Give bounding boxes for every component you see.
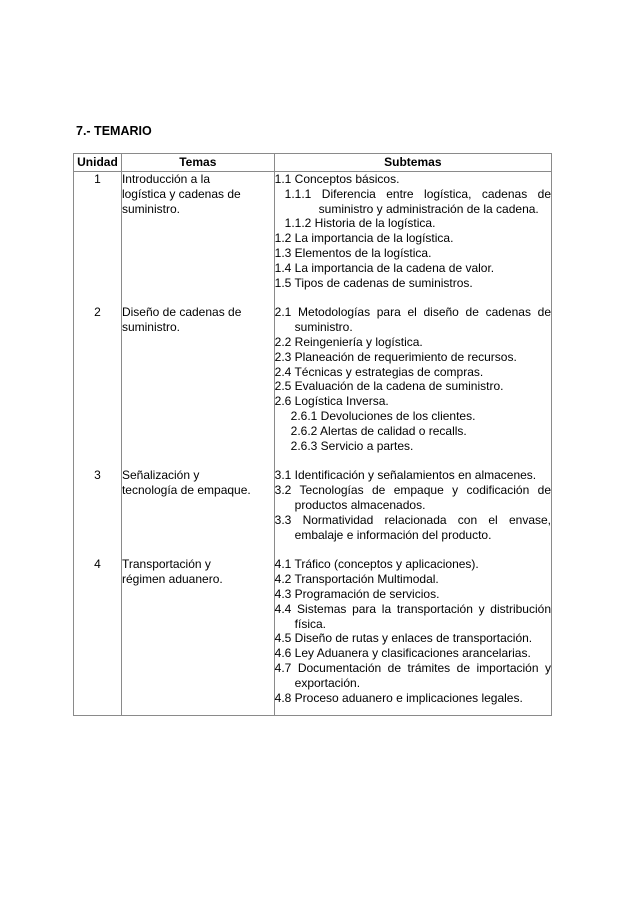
subtema-item: 2.6.3 Servicio a partes. xyxy=(290,438,414,453)
tema-line: Diseño de cadenas de xyxy=(121,305,242,320)
header-temas: Temas xyxy=(121,154,274,172)
subtema-item: 1.1.1 Diferencia entre logística, cadenas de suministro y administración de la cadena. xyxy=(284,186,551,216)
subtema-item: 4.7 Documentación de trámites de importación y exportación. xyxy=(274,660,551,690)
unit-tema xyxy=(121,468,274,557)
unit-tema xyxy=(121,557,274,715)
subtema-item: 1.2 La importancia de la logística. xyxy=(274,231,454,246)
subtema-item: 2.6 Logística Inversa. xyxy=(274,394,389,409)
temario-table xyxy=(73,153,552,716)
table-row xyxy=(74,468,552,557)
tema-line: suministro. xyxy=(121,320,180,335)
subtema-item: 2.4 Técnicas y estrategias de compras. xyxy=(274,364,484,379)
unit-number: 2 xyxy=(74,305,122,468)
tema-line: suministro. xyxy=(121,201,180,216)
unit-number: 3 xyxy=(74,468,122,557)
subtema-item: 4.8 Proceso aduanero e implicaciones legales. xyxy=(274,690,523,705)
table-row xyxy=(74,172,552,306)
header-unidad: Unidad xyxy=(74,154,122,172)
unit-tema xyxy=(121,305,274,468)
subtema-item: 4.6 Ley Aduanera y clasificaciones arancelarias. xyxy=(274,646,531,661)
unit-subtemas xyxy=(274,172,551,306)
table-row xyxy=(74,557,552,715)
unit-number: 4 xyxy=(74,557,122,715)
subtema-item: 1.5 Tipos de cadenas de suministros. xyxy=(274,275,473,290)
tema-line: Señalización y xyxy=(121,468,200,483)
subtema-item: 4.4 Sistemas para la transportación y distribución física. xyxy=(274,601,551,631)
table-body xyxy=(74,172,552,716)
subtema-item: 4.3 Programación de servicios. xyxy=(274,586,440,601)
subtema-item: 2.6.1 Devoluciones de los clientes. xyxy=(290,408,476,423)
subtema-item: 2.6.2 Alertas de calidad o recalls. xyxy=(290,423,467,438)
subtema-item: 4.2 Transportación Multimodal. xyxy=(274,572,439,587)
header-row xyxy=(74,154,552,172)
subtema-item: 4.5 Diseño de rutas y enlaces de transportación. xyxy=(274,631,533,646)
table-row xyxy=(74,305,552,468)
unit-subtemas xyxy=(274,468,551,557)
page-title: 7.- TEMARIO xyxy=(76,124,152,138)
subtema-item: 2.3 Planeación de requerimiento de recursos. xyxy=(274,349,517,364)
subtema-item: 1.4 La importancia de la cadena de valor. xyxy=(274,260,495,275)
subtema-item: 3.3 Normatividad relacionada con el envase, embalaje e información del producto. xyxy=(274,512,551,542)
subtema-item: 3.1 Identificación y señalamientos en almacenes. xyxy=(274,468,537,483)
subtema-item: 1.1 Conceptos básicos. xyxy=(274,172,400,186)
unit-subtemas xyxy=(274,557,551,715)
unit-number: 1 xyxy=(74,172,122,306)
subtema-item: 1.3 Elementos de la logística. xyxy=(274,245,432,260)
unit-subtemas xyxy=(274,305,551,468)
table-header xyxy=(74,154,552,172)
unit-tema xyxy=(121,172,274,306)
subtema-item: 2.5 Evaluación de la cadena de suministro. xyxy=(274,379,504,394)
tema-line: tecnología de empaque. xyxy=(121,483,251,498)
subtema-item: 3.2 Tecnologías de empaque y codificación de productos almacenados. xyxy=(274,483,551,512)
subtema-item: 4.1 Tráfico (conceptos y aplicaciones). xyxy=(274,557,479,572)
subtema-item: 2.1 Metodologías para el diseño de cadenas de suministro. xyxy=(274,305,551,335)
tema-line: Transportación y xyxy=(121,557,211,572)
tema-line: logística y cadenas de xyxy=(121,186,241,201)
tema-line: Introducción a la xyxy=(121,172,211,186)
subtema-item: 1.1.2 Historia de la logística. xyxy=(284,216,436,231)
tema-line: régimen aduanero. xyxy=(121,572,223,587)
subtema-item: 2.2 Reingeniería y logística. xyxy=(274,334,423,349)
header-subtemas: Subtemas xyxy=(274,154,551,172)
